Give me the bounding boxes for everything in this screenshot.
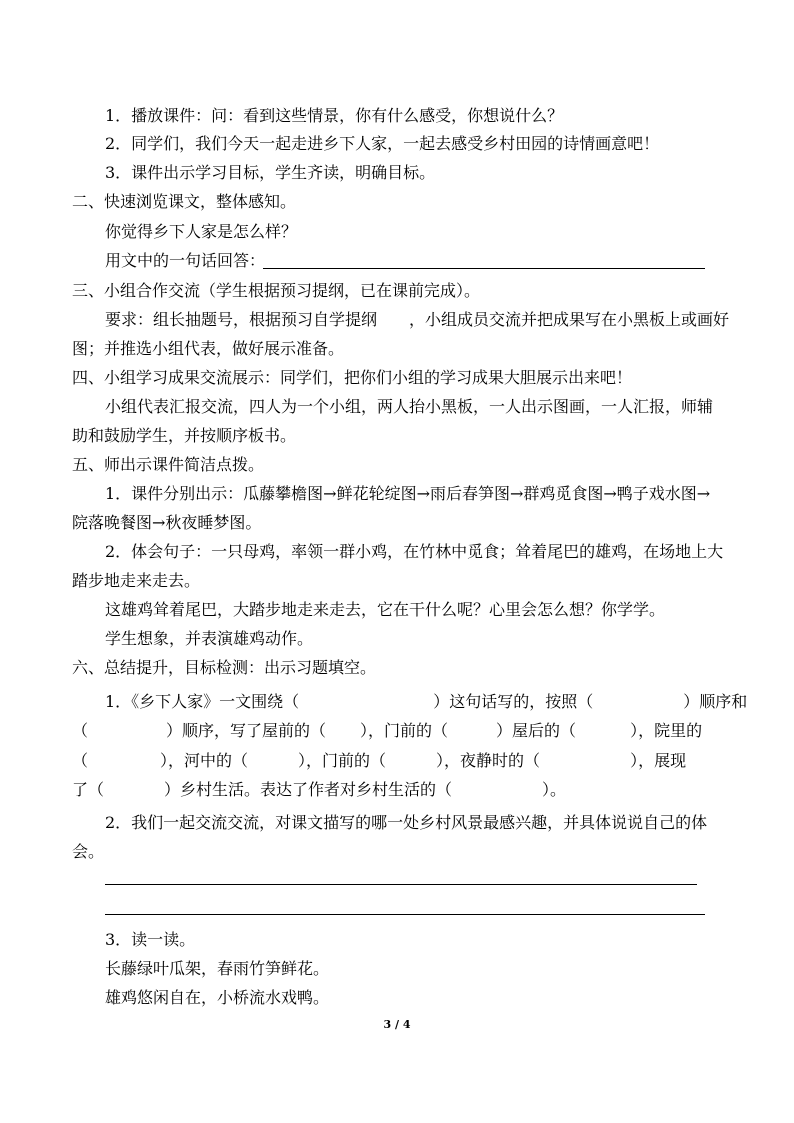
fill-text: ），河中的（ bbox=[160, 751, 249, 770]
fill-text: （ bbox=[72, 721, 89, 740]
fill-blank-line-4 bbox=[72, 780, 566, 800]
fill-text: ）。 bbox=[542, 780, 567, 799]
paragraph-line: 1．课件分别出示：瓜藤攀檐图→鲜花轮绽图→雨后春笋图→群鸡觅食图→鸭子戏水图→ bbox=[105, 484, 711, 503]
fill-text: ）顺序和 bbox=[683, 692, 748, 711]
fill-blank-line-2 bbox=[72, 721, 702, 741]
paragraph-line: 3．课件出示学习目标，学生齐读，明确目标。 bbox=[105, 163, 436, 182]
paragraph-line: 这雄鸡耸着尾巴，大踏步地走来走去，它在干什么呢？心里会怎么想？你学学。 bbox=[105, 600, 666, 619]
fill-blank-line-3 bbox=[72, 751, 686, 771]
fill-text: ）这句话写的，按照（ bbox=[433, 692, 594, 711]
fill-text: ），夜静时的（ bbox=[436, 751, 541, 770]
section-heading: 五、师出示课件简洁点拨。 bbox=[72, 455, 265, 474]
paragraph-line: 1．播放课件：问：看到这些情景，你有什么感受，你想说什么？ bbox=[105, 106, 564, 125]
fill-text: 了（ bbox=[72, 780, 105, 799]
paragraph-line: 助和鼓励学生，并按顺序板书。 bbox=[72, 426, 297, 445]
paragraph-line: 图；并推选小组代表，做好展示准备。 bbox=[72, 339, 345, 358]
fill-text: 1．《乡下人家》一文围绕（ bbox=[105, 692, 300, 711]
fill-text: （ bbox=[72, 751, 89, 770]
section-heading: 四、小组学习成果交流展示：同学们，把你们小组的学习成果大胆展示出来吧！ bbox=[72, 368, 633, 387]
fill-text: ），门前的（ bbox=[298, 751, 387, 770]
poem-line: 雄鸡悠闲自在，小桥流水戏鸭。 bbox=[105, 988, 330, 1007]
section-heading: 六、总结提升，目标检测：出示习题填空。 bbox=[72, 658, 377, 677]
paragraph-line: 要求：组长抽题号，根据预习自学提纲 ，小组成员交流并把成果写在小黑板上或画好 bbox=[105, 310, 730, 329]
answer-underline[interactable] bbox=[105, 914, 705, 915]
paragraph-line: 踏步地走来走去。 bbox=[72, 571, 201, 590]
fill-text: ）乡村生活。表达了作者对乡村生活的（ bbox=[164, 780, 453, 799]
section-heading: 二、快速浏览课文，整体感知。 bbox=[72, 192, 297, 211]
poem-line: 长藤绿叶瓜架，春雨竹笋鲜花。 bbox=[105, 959, 330, 978]
paragraph-line: 2．同学们，我们今天一起走进乡下人家，一起去感受乡村田园的诗情画意吧！ bbox=[105, 134, 660, 153]
fill-text: ），门前的（ bbox=[360, 721, 449, 740]
paragraph-line: 用文中的一句话回答： bbox=[105, 251, 266, 270]
fill-text: ）屋后的（ bbox=[496, 721, 577, 740]
paragraph-line: 2．我们一起交流交流，对课文描写的哪一处乡村风景最感兴趣，并具体说说自己的体 bbox=[105, 813, 708, 832]
paragraph-line: 2．体会句子：一只母鸡，率领一群小鸡，在竹林中觅食；耸着尾巴的雄鸡，在场地上大 bbox=[105, 542, 724, 561]
page-number: 3 / 4 bbox=[383, 1018, 411, 1031]
paragraph-line: 会。 bbox=[72, 842, 105, 861]
section-heading: 三、小组合作交流（学生根据预习提纲，已在课前完成）。 bbox=[72, 281, 481, 300]
fill-text: ）顺序，写了屋前的（ bbox=[166, 721, 327, 740]
paragraph-line: 院落晚餐图→秋夜睡梦图。 bbox=[72, 513, 262, 532]
paragraph-line: 学生想象，并表演雄鸡动作。 bbox=[105, 629, 314, 648]
fill-text: ），院里的 bbox=[630, 721, 703, 740]
answer-underline[interactable] bbox=[263, 268, 705, 269]
paragraph-line: 3．读一读。 bbox=[105, 930, 196, 949]
fill-text: ），展现 bbox=[630, 751, 687, 770]
paragraph-line: 你觉得乡下人家是怎么样？ bbox=[105, 222, 298, 241]
paragraph-line: 小组代表汇报交流，四人为一个小组，两人抬小黑板，一人出示图画，一人汇报，师辅 bbox=[105, 397, 714, 416]
answer-underline[interactable] bbox=[105, 884, 697, 885]
fill-blank-line-1 bbox=[105, 692, 747, 712]
